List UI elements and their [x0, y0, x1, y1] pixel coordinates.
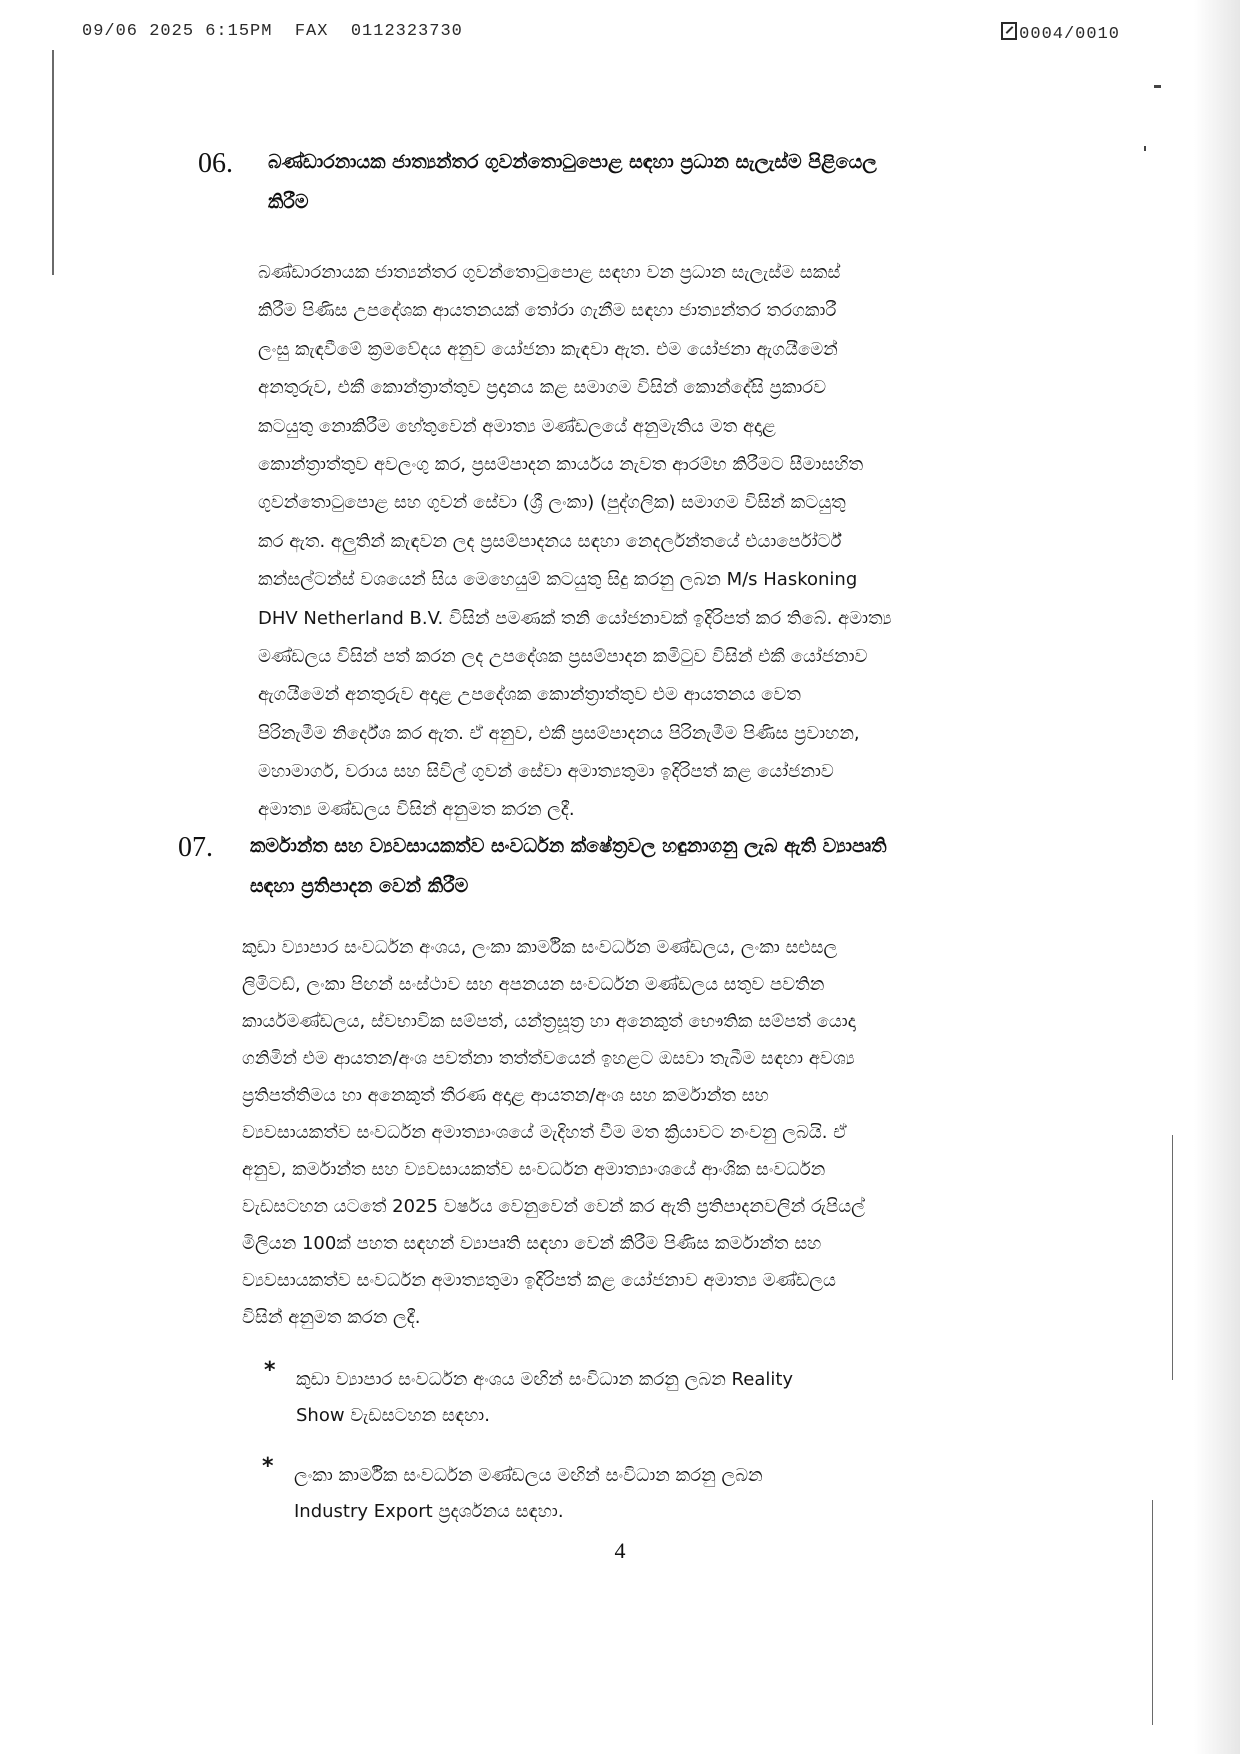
body-line: ව්‍යවසායකත්ව සංවර්ධන අමාත්‍යාංශයේ මැදිහත් වීම මත ක්‍රියාවට නංවනු ලබයි. ඒ — [242, 1122, 847, 1143]
body-line: කටයුතු නොකිරීම හේතුවෙන් අමාත්‍ය මණ්ඩලයේ අනුමැතිය මත අදාළ — [258, 415, 776, 437]
bullet-asterisk: * — [264, 1358, 276, 1383]
scan-speck — [1154, 85, 1161, 88]
section-07-title — [250, 826, 1090, 906]
section-06-body — [258, 254, 1088, 830]
body-line: ගනිමින් එම ආයතන/අංශ පවත්නා තත්ත්වයෙන් ඉහළට ඔසවා තැබීම සඳහා අවශ්‍ය — [242, 1048, 855, 1069]
scan-edge-shadow — [1194, 0, 1240, 1754]
section-07-title-line: කර්මාන්ත සහ ව්‍යවසායකත්ව සංවර්ධන ක්ෂේත්‍රවල හඳුනාගනු ලැබ ඇති ව්‍යාපෘති — [250, 835, 887, 857]
body-line: ලංසු කැඳවීමේ ක්‍රමවේදය අනුව යෝජනා කැඳවා ඇත. එම යෝජනා ඇගයීමෙන් — [258, 338, 838, 360]
body-line: අමාත්‍ය මණ්ඩලය විසින් අනුමත කරන ලදී. — [258, 799, 575, 821]
scan-margin-line — [52, 50, 54, 275]
body-line: මිලියන 100ක් පහත සඳහන් ව්‍යාපෘති සඳහා වෙන් කිරීම පිණිස කර්මාන්ත සහ — [242, 1233, 822, 1254]
fax-page-count: 0004/0010 — [1019, 25, 1120, 44]
body-line: ගුවන්තොටුපොළ සහ ගුවන් සේවා (ශ්‍රී ලංකා) (පුද්ගලික) සමාගම විසින් කටයුතු — [258, 492, 846, 514]
page-number: 4 — [614, 1538, 626, 1563]
body-line: පිරිනැමීම නිර්දේශ කර ඇත. ඒ අනුව, එකී ප්‍රසම්පාදනය පිරිනැමීම පිණිස ප්‍රවාහන, — [258, 722, 860, 744]
section-07-title-line: සඳහා ප්‍රතිපාදන වෙන් කිරීම — [250, 875, 469, 897]
body-line: ඇගයීමෙන් අනතුරුව අදාළ උපදේශක කොන්ත්‍රාත්තුව එම ආයතනය වෙත — [258, 684, 801, 706]
bullet-item — [262, 1454, 1022, 1530]
section-06-title-line: කිරීම — [268, 191, 309, 213]
body-line: කාර්යමණ්ඩලය, ස්වභාවික සම්පත්, යන්ත්‍රසූත්‍ර හා අනෙකුත් භෞතික සම්පත් යොදා — [242, 1011, 856, 1032]
section-06-number: 06. — [198, 148, 233, 179]
body-line: වැඩසටහන යටතේ 2025 වර්ෂය වෙනුවෙන් වෙන් කර ඇති ප්‍රතිපාදනවලින් රුපියල් — [242, 1196, 865, 1217]
section-07-body — [242, 929, 1072, 1336]
scan-margin-line-right — [1172, 1135, 1173, 1380]
bullet-asterisk: * — [262, 1454, 274, 1479]
bullet-item — [264, 1358, 1024, 1434]
body-line: DHV Netherland B.V. විසින් පමණක් තනි යෝජනාවක් ඉදිරිපත් කර තිබේ. අමාත්‍ය — [258, 607, 892, 629]
body-line: ව්‍යවසායකත්ව සංවර්ධන අමාත්‍යතුමා ඉදිරිපත් කළ යෝජනාව අමාත්‍ය මණ්ඩලය — [242, 1270, 836, 1291]
body-line: කොන්ත්‍රාත්තුව අවලංගු කර, ප්‍රසම්පාදන කාර්යය නැවත ආරම්භ කිරීමට සීමාසහිත — [258, 453, 864, 475]
body-line: බණ්ඩාරනායක ජාත්‍යන්තර ගුවන්තොටුපොළ සඳහා වන ප්‍රධාන සැලැස්ම සකස් — [258, 262, 841, 283]
body-line: අනුව, කර්මාන්ත සහ ව්‍යවසායකත්ව සංවර්ධන අමාත්‍යාංශයේ ආංශික සංවර්ධන — [242, 1159, 826, 1180]
body-line: ප්‍රතිපත්තිමය හා අනෙකුත් තීරණ අදාළ ආයතන/අංශ සහ කර්මාන්ත සහ — [242, 1085, 769, 1106]
bullet-line: ලංකා කාර්මික සංවර්ධන මණ්ඩලය මඟින් සංවිධාන කරනු ලබන — [294, 1465, 763, 1486]
fax-timestamp-line: 09/06 2025 6:15PM FAX 0112323730 — [82, 22, 463, 41]
fax-page-counter — [1001, 22, 1120, 44]
bullet-line: Industry Export ප්‍රදර්ශනය සඳහා. — [294, 1501, 564, 1522]
body-line: ලිමිටඩ්, ලංකා පිඟන් සංස්ථාව සහ අපනයන සංවර්ධන මණ්ඩලය සතුව පවතින — [242, 974, 825, 995]
section-06-title-line: බණ්ඩාරනායක ජාත්‍යන්තර ගුවන්තොටුපොළ සඳහා ප්‍රධාන සැලැස්ම පිළියෙල — [268, 151, 877, 173]
body-line: අනතුරුව, එකී කොන්ත්‍රාත්තුව ප්‍රදානය කළ සමාගම විසින් කොන්දේසි ප්‍රකාරව — [258, 377, 827, 399]
section-06-title — [268, 142, 1088, 222]
bullet-line: කුඩා ව්‍යාපාර සංවර්ධන අංශය මඟින් සංවිධාන කරනු ලබන Reality — [296, 1369, 794, 1390]
section-07-number: 07. — [178, 832, 213, 863]
body-line: මණ්ඩලය විසින් පත් කරන ලද උපදේශක ප්‍රසම්පාදන කමිටුව විසින් එකී යෝජනාව — [258, 645, 868, 667]
body-line: කිරීම පිණිස උපදේශක ආයතනයක් තෝරා ගැනීම සඳහා ජාත්‍යන්තර තරගකාරී — [258, 300, 837, 322]
scan-margin-line-bottom — [1152, 1500, 1153, 1725]
body-line: කන්සල්ටන්ස් වශයෙන් සිය මෙහෙයුම් කටයුතු සිදු කරනු ලබන M/s Haskoning — [258, 569, 858, 591]
body-line: කර ඇත. අලුතින් කැඳවන ලද ප්‍රසම්පාදනය සඳහා නෙදර්ලන්තයේ එයාර්පෝර්ට් — [258, 530, 842, 552]
scan-speck — [1144, 146, 1146, 151]
body-line: කුඩා ව්‍යාපාර සංවර්ධන අංශය, ලංකා කාර්මික සංවර්ධන මණ්ඩලය, ලංකා සළුසල — [242, 937, 838, 958]
body-line: විසින් අනුමත කරන ලදී. — [242, 1307, 421, 1328]
checkbox-page-icon — [1001, 22, 1017, 40]
bullet-line: Show වැඩසටහන සඳහා. — [296, 1405, 490, 1426]
body-line: මහාමාර්ග, වරාය සහ සිවිල් ගුවන් සේවා අමාත්‍යතුමා ඉදිරිපත් කළ යෝජනාව — [258, 761, 834, 783]
